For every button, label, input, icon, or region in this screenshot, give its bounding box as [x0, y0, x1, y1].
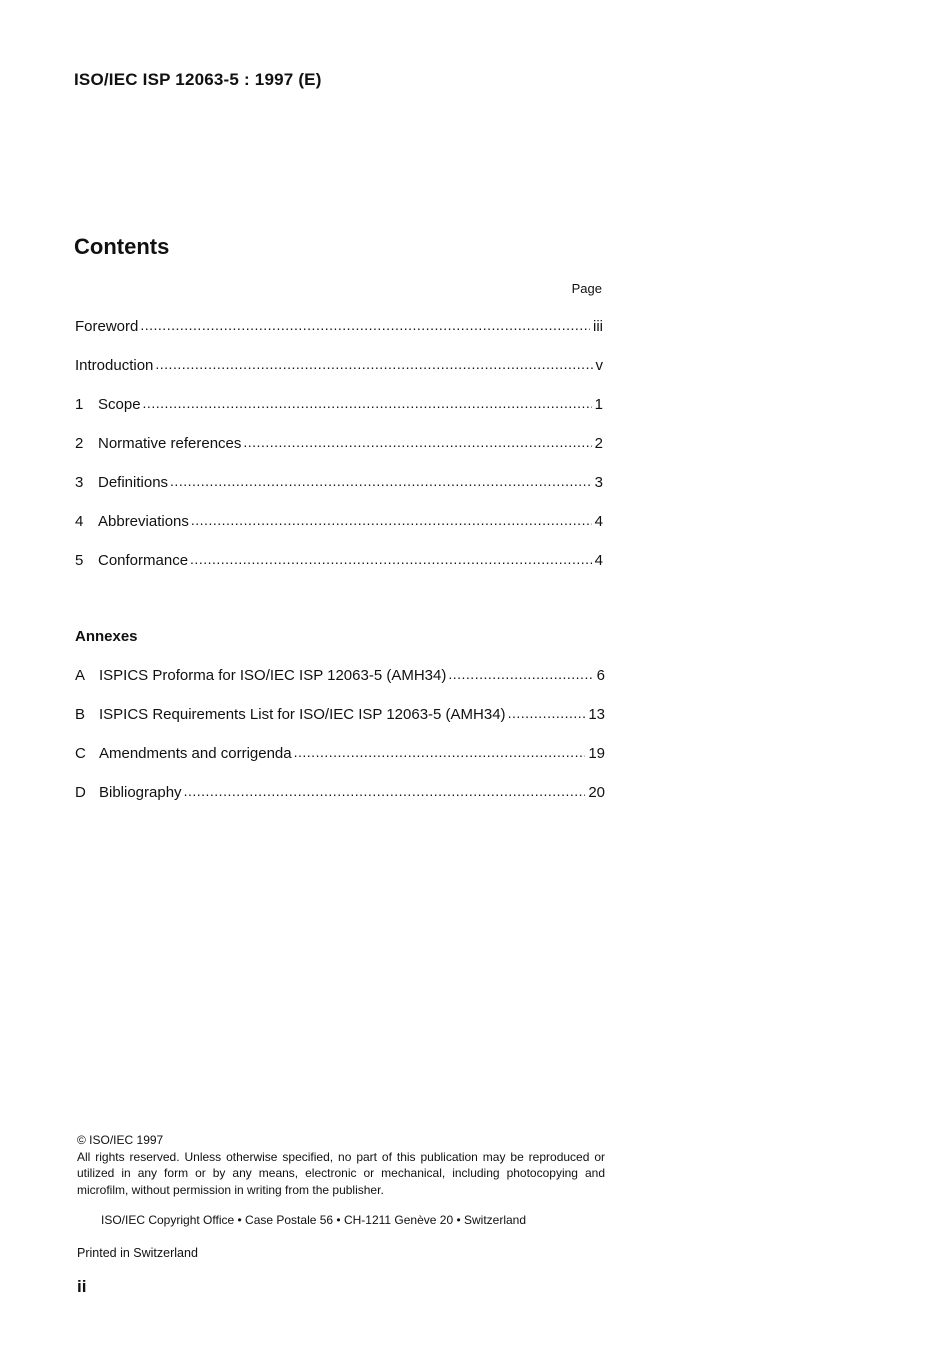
- toc-entry-title: Conformance: [98, 552, 189, 569]
- annexes-heading: Annexes: [75, 628, 138, 645]
- toc-entry-page: iii: [593, 318, 603, 335]
- annex-entry-b[interactable]: [75, 704, 605, 743]
- toc-entry-number: 2: [75, 435, 84, 452]
- toc-entry-number: 5: [75, 552, 84, 569]
- page-column-label: Page: [571, 281, 602, 296]
- annex-page: 13: [588, 706, 605, 723]
- document-identifier: ISO/IEC ISP 12063-5 : 1997 (E): [74, 70, 322, 89]
- dot-leader: [294, 743, 586, 758]
- table-of-contents: [75, 316, 603, 589]
- toc-entry-normative-references[interactable]: [75, 433, 603, 472]
- toc-entry-number: 1: [75, 396, 84, 413]
- dot-leader: [508, 704, 586, 719]
- annex-page: 19: [588, 745, 605, 762]
- toc-entry-definitions[interactable]: [75, 472, 603, 511]
- annex-list: [75, 665, 605, 821]
- toc-entry-foreword[interactable]: [75, 316, 603, 355]
- annex-page: 6: [596, 667, 605, 684]
- dot-leader: [143, 394, 592, 409]
- toc-entry-title: Normative references: [98, 435, 242, 452]
- toc-entry-page: 4: [594, 552, 603, 569]
- toc-entry-title: Abbreviations: [98, 513, 189, 530]
- copyright-notice: [77, 1132, 605, 1198]
- copyright-text: All rights reserved. Unless otherwise specified, no part of this publication may be reproduced or utilized in any form or by any means, electronic or mechanical, including photocopying and microfilm, without permission in writing from the publisher.: [77, 1149, 605, 1197]
- printed-in-notice: Printed in Switzerland: [77, 1246, 198, 1260]
- dot-leader: [140, 316, 590, 331]
- dot-leader: [170, 472, 592, 487]
- toc-entry-scope[interactable]: [75, 394, 603, 433]
- contents-heading: Contents: [74, 234, 170, 259]
- annex-letter: A: [75, 667, 86, 684]
- toc-entry-conformance[interactable]: [75, 550, 603, 589]
- toc-entry-page: 4: [594, 513, 603, 530]
- toc-entry-page: 1: [594, 396, 603, 413]
- annex-title: ISPICS Requirements List for ISO/IEC ISP 12063-5 (AMH34): [99, 706, 506, 723]
- dot-leader: [190, 550, 592, 565]
- dot-leader: [243, 433, 591, 448]
- annex-title: Bibliography: [99, 784, 182, 801]
- dot-leader: [155, 355, 592, 370]
- annex-title: Amendments and corrigenda: [99, 745, 292, 762]
- toc-entry-page: 3: [594, 474, 603, 491]
- annex-letter: B: [75, 706, 86, 723]
- toc-entry-number: 3: [75, 474, 84, 491]
- annex-entry-c[interactable]: [75, 743, 605, 782]
- toc-entry-abbreviations[interactable]: [75, 511, 603, 550]
- annex-entry-d[interactable]: [75, 782, 605, 821]
- dot-leader: [184, 782, 586, 797]
- dot-leader: [448, 665, 593, 680]
- toc-entry-page: 2: [594, 435, 603, 452]
- toc-entry-title: Definitions: [98, 474, 169, 491]
- annex-title: ISPICS Proforma for ISO/IEC ISP 12063-5 (AMH34): [99, 667, 447, 684]
- toc-entry-title: Scope: [98, 396, 141, 413]
- toc-entry-title: Introduction: [75, 357, 154, 374]
- annex-entry-a[interactable]: [75, 665, 605, 704]
- dot-leader: [191, 511, 592, 526]
- copyright-line: © ISO/IEC 1997: [77, 1133, 164, 1147]
- annex-page: 20: [588, 784, 605, 801]
- toc-entry-title: Foreword: [75, 318, 139, 335]
- copyright-office-address: ISO/IEC Copyright Office • Case Postale 56 • CH-1211 Genève 20 • Switzerland: [101, 1213, 527, 1227]
- toc-entry-introduction[interactable]: [75, 355, 603, 394]
- toc-entry-page: v: [595, 357, 603, 374]
- annex-letter: D: [75, 784, 86, 801]
- page-number: ii: [77, 1277, 87, 1296]
- toc-entry-number: 4: [75, 513, 84, 530]
- annex-letter: C: [75, 745, 86, 762]
